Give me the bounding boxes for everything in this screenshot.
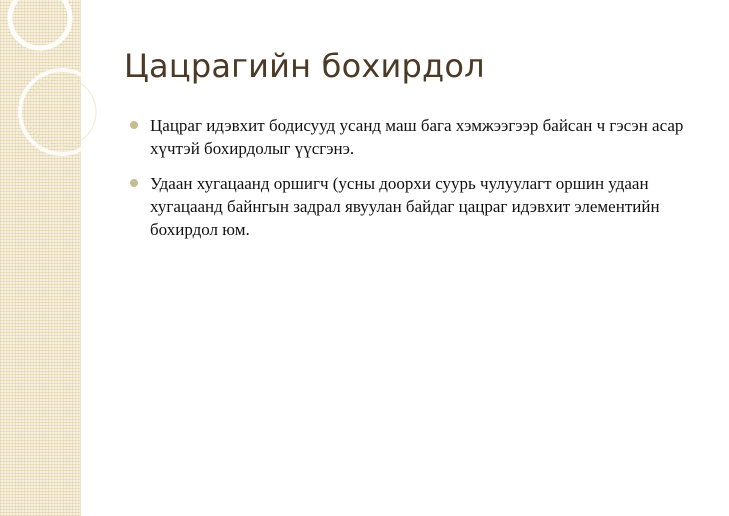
bullet-item <box>132 172 712 241</box>
bullet-icon <box>130 179 138 187</box>
bullet-list <box>132 114 712 241</box>
bullet-text: Удаан хугацаанд оршигч (усны доорхи суурь чулуулагт оршин удаан хугацаанд байнгын задрал явуулан байдаг цацраг идэвхит элементийн бохирдол юм. <box>150 174 660 239</box>
slide-title: Цацрагийн бохирдол <box>124 47 485 85</box>
bullet-item <box>132 114 712 160</box>
decorative-circles-icon <box>0 0 120 200</box>
bullet-icon <box>130 121 138 129</box>
bullet-text: Цацраг идэвхит бодисууд усанд маш бага хэмжээгээр байсан ч гэсэн асар хүчтэй бохирдолыг үүсгэнэ. <box>150 116 684 158</box>
slide-content <box>132 114 712 253</box>
